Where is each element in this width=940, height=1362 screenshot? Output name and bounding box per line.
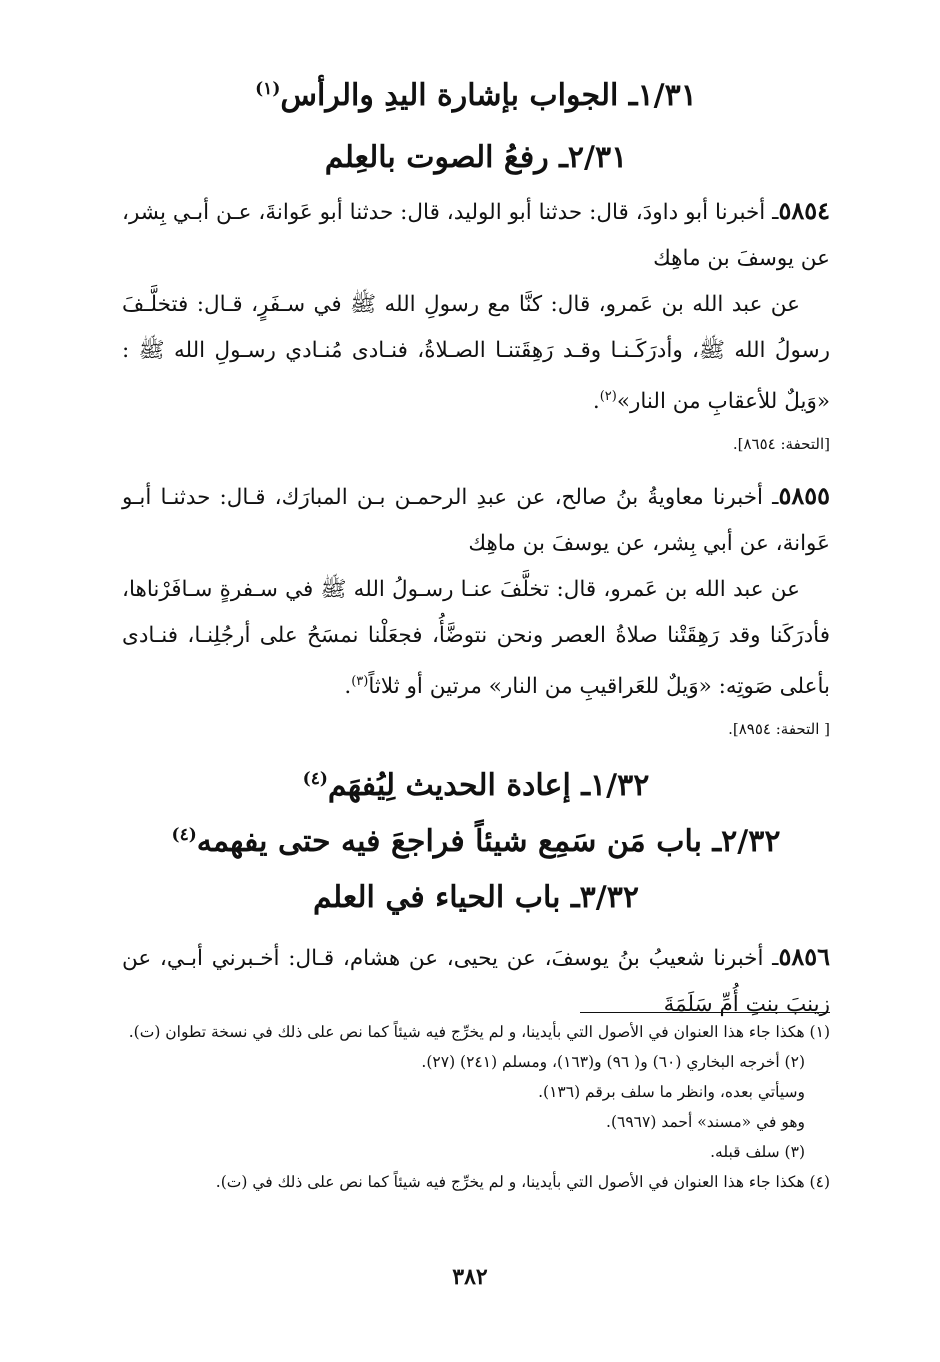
footnote-ref: (٢)	[599, 389, 617, 404]
hadith-isnad: ٥٨٥٥ـ أخبرنا معاويةُ بنُ صالح، عن عبدِ الرحمـن بـن المبارَك، قـال: حدثنـا أبـو عَوانة، عن أبي بِشر، عن يوسفَ بن ماهِك	[122, 481, 830, 557]
hadith-matn: عن عبد الله بن عَمرو، قال: كنَّا مع رسولِ الله ﷺ في سـفَرٍ، قـال: فتخلَّـفَ رسولُ الله ﷺ، وأدرَكَـنـا وقـد رَهِقَتنـا الصـلاةُ، فنـادى مُنـادي رسـولِ الله ﷺ : «وَيلٌ للأعقابِ من النار»$^{(٢)}$.	[122, 292, 830, 415]
footnotes	[122, 1012, 830, 1197]
footnote-separator	[580, 1012, 830, 1013]
footnote-ref: (٤)	[302, 769, 328, 790]
hadith-matn: عن عبد الله بن عَمرو، قال: تخلَّفَ عنـا رسـولُ الله ﷺ في سـفرةٍ سـافَرْناها، فأدرَكَنا وقد رَهِقَتْنا صلاةُ العصر ونحن نتوضَّأُ، فجعَلْنا نمسَحُ على أرجُلِنـا، فنـادى بأعلى صَوتِه: «وَيلٌ للعَراقيبِ من النار» مرتين أو ثلاثاً$^{(٣)}$.	[122, 577, 830, 700]
hadith-number: ٥٨٥٥	[778, 481, 830, 511]
footnote: (٢) أخرجه البخاري (٦٠) و( ٩٦) و(١٦٣)، ومسلم (٢٤١) (٢٧).	[421, 1053, 805, 1071]
footnote: وهو في «مسند» أحمد (٦٩٦٧).	[606, 1113, 805, 1131]
page-number: ٣٨٢	[452, 1264, 488, 1290]
hadith-isnad: ٥٨٥٦ـ أخبرنا شعيبُ بنُ يوسفَ، عن يحيى، عن هشام، قـال: أخـبرني أبـي، عن زينبَ بنتِ أُمِّ سَلَمَةَ	[122, 942, 830, 1018]
tuhfa-reference: [ التحفة: ٨٩٥٤].	[728, 720, 830, 739]
footnote-ref: (١)	[255, 79, 281, 99]
tuhfa-reference: [التحفة: ٨٦٥٤].	[732, 435, 830, 454]
footnote: وسيأتي بعده، وانظر ما سلف برقم (١٣٦).	[538, 1083, 805, 1101]
hadith-isnad: ٥٨٥٤ـ أخبرنا أبو داودَ، قال: حدثنا أبو الوليد، قال: حدثنا أبو عَوانةَ، عـن أبـي بِشر، عن يوسفَ بن ماهِك	[122, 196, 830, 271]
chapter-heading: ٣/٣٢ـ باب الحياء في العلم	[313, 880, 639, 916]
footnote: (١) هكذا جاء هذا العنوان في الأصول التي بأيدينا، و لم يخرِّج فيه شيئاً كما نص على ذلك في نسخة تطوان (ت).	[128, 1023, 830, 1041]
footnote-ref: (٣)	[351, 674, 369, 690]
footnote: (٣) سلف قبله.	[710, 1143, 805, 1161]
chapter-heading: ٢/٣٢ـ باب مَن سَمِع شيئاً فراجعَ فيه حتى يفهمه$^{(٤)}$	[171, 824, 781, 860]
footnote: (٤) هكذا جاء هذا العنوان في الأصول التي بأيدينا، و لم يخرِّج فيه شيئاً كما نص على ذلك في (ت).	[215, 1173, 830, 1191]
footnote-ref: (٤)	[171, 825, 197, 846]
hadith-number: ٥٨٥٤	[778, 196, 830, 225]
chapter-heading: ١/٣١ـ الجواب بإشارة اليدِ والرأس$^{(١)}$	[255, 78, 697, 113]
chapter-heading: ١/٣٢ـ إعادة الحديث لِيُفهَم$^{(٤)}$	[302, 768, 650, 804]
hadith-number: ٥٨٥٦	[778, 942, 830, 972]
chapter-heading: ٢/٣١ـ رفعُ الصوت بالعِلم	[324, 140, 628, 175]
